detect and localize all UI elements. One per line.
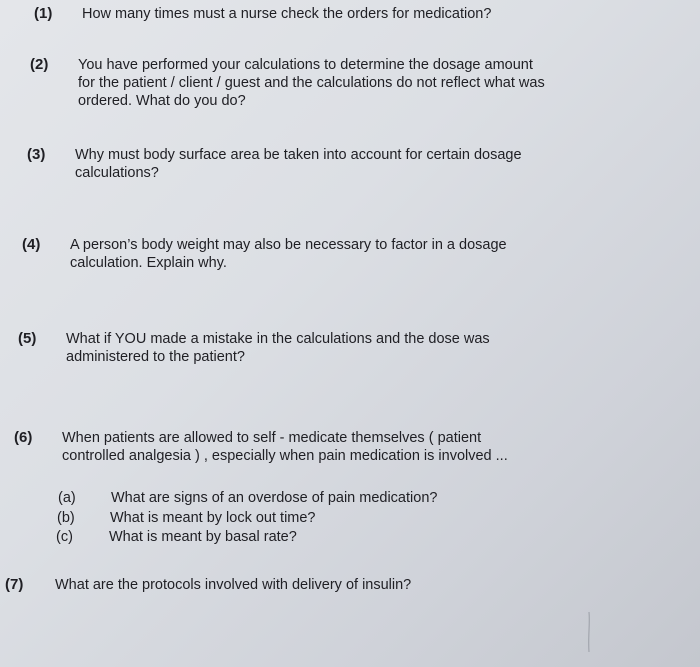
- question-text-line: for the patient / client / guest and the calculations do not reflect what was: [78, 75, 545, 91]
- question-number: (3): [27, 146, 46, 163]
- question-text-line: How many times must a nurse check the orders for medication?: [82, 6, 492, 22]
- question-number: (4): [22, 236, 41, 253]
- question-number: (7): [5, 576, 24, 593]
- question-text-line: ordered. What do you do?: [78, 93, 246, 109]
- subquestion-letter: (a): [58, 490, 76, 506]
- question-text-line: controlled analgesia ) , especially when pain medication is involved ...: [62, 448, 508, 464]
- subquestion-text: What are signs of an overdose of pain medication?: [111, 490, 438, 506]
- question-text-line: calculations?: [75, 165, 159, 181]
- question-text-line: A person’s body weight may also be necessary to factor in a dosage: [70, 237, 507, 253]
- subquestion-text: What is meant by basal rate?: [109, 529, 297, 545]
- question-text-line: What if YOU made a mistake in the calculations and the dose was: [66, 331, 490, 347]
- question-number: (1): [34, 5, 53, 22]
- question-number: (2): [30, 56, 49, 73]
- subquestion-letter: (c): [56, 529, 73, 545]
- question-text-line: administered to the patient?: [66, 349, 245, 365]
- question-number: (5): [18, 330, 37, 347]
- question-text-line: calculation. Explain why.: [70, 255, 227, 271]
- subquestion-text: What is meant by lock out time?: [110, 510, 316, 526]
- pen-mark-stroke: [586, 612, 592, 652]
- subquestion-letter: (b): [57, 510, 75, 526]
- question-text-line: Why must body surface area be taken into account for certain dosage: [75, 147, 522, 163]
- question-text-line: When patients are allowed to self - medicate themselves ( patient: [62, 430, 482, 446]
- question-text-line: You have performed your calculations to determine the dosage amount: [78, 57, 533, 73]
- question-text-line: What are the protocols involved with delivery of insulin?: [55, 577, 412, 593]
- question-number: (6): [14, 429, 33, 446]
